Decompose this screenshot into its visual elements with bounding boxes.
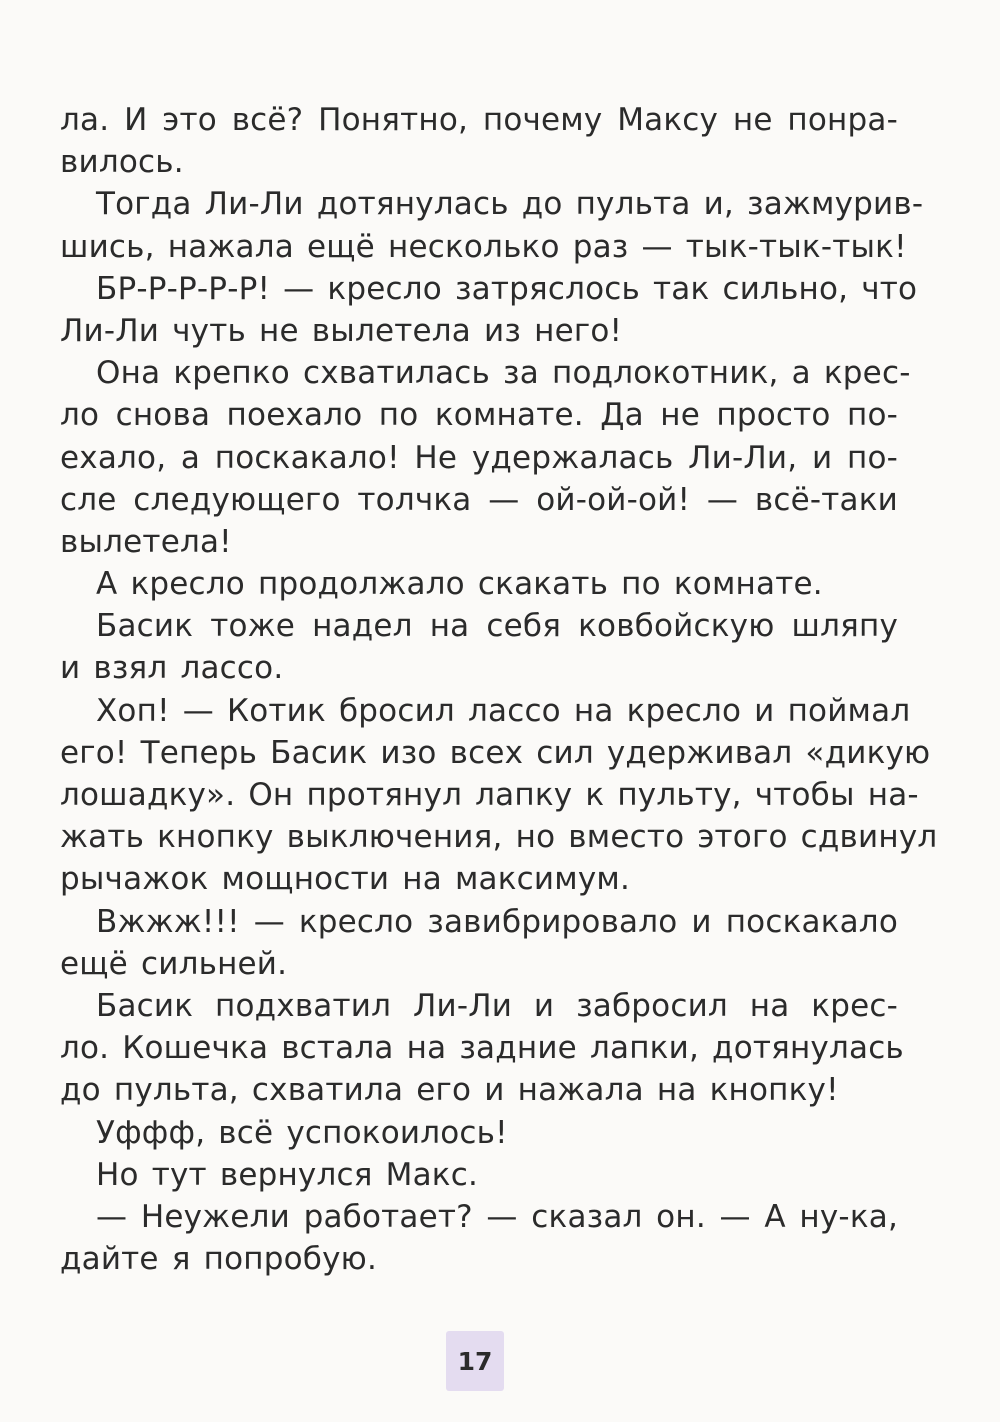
text-line: Вжжж!!! — кресло завибрировало и поскакало	[96, 903, 898, 940]
text-line: сле следующего толчка — ой-ой-ой! — всё-таки	[60, 481, 898, 518]
text-line: его! Теперь Басик изо всех сил удерживал «дикую	[60, 734, 931, 771]
text-line: БР-Р-Р-Р-Р! — кресло затряслось так сильно, что	[96, 270, 918, 307]
text-line: — Неужели работает? — сказал он. — А ну-ка,	[96, 1198, 898, 1235]
text-line: вилось.	[60, 144, 184, 181]
text-line: Но тут вернулся Макс.	[96, 1156, 479, 1193]
text-line: жать кнопку выключения, но вместо этого сдвинул	[60, 819, 938, 856]
text-line: Тогда Ли-Ли дотянулась до пульта и, зажмурив-	[96, 186, 924, 223]
text-line: ещё сильней.	[60, 945, 288, 982]
text-line: Басик тоже надел на себя ковбойскую шляпу	[96, 608, 898, 645]
text-line: ла. И это всё? Понятно, почему Максу не понра-	[60, 102, 898, 138]
text-line: ло. Кошечка встала на задние лапки, дотянулась	[60, 1030, 904, 1067]
text-line: Она крепко схватилась за подлокотник, а крес-	[96, 355, 911, 392]
text-line: Ли-Ли чуть не вылетела из него!	[60, 312, 623, 349]
text-line: шись, нажала ещё несколько раз — тык-тык-тык!	[60, 228, 907, 265]
text-line: ехало, а поскакало! Не удержалась Ли-Ли, и по-	[60, 439, 898, 476]
text-line: Басик подхватил Ли-Ли и забросил на крес-	[96, 987, 898, 1024]
text-line: Хоп! — Котик бросил лассо на кресло и поймал	[96, 692, 911, 729]
text-line: и взял лассо.	[60, 650, 284, 687]
text-line: вылетела!	[60, 523, 232, 560]
text-line: А кресло продолжало скакать по комнате.	[96, 566, 823, 603]
text-line: до пульта, схватила его и нажала на кнопку!	[60, 1072, 839, 1109]
page-number: 17	[446, 1331, 504, 1391]
text-line: дайте я попробую.	[60, 1241, 378, 1278]
text-line: рычажок мощности на максимум.	[60, 861, 631, 898]
text-line: Уффф, всё успокоилось!	[96, 1114, 508, 1151]
text-line: ло снова поехало по комнате. Да не просто по-	[60, 397, 898, 434]
text-line: лошадку». Он протянул лапку к пульту, чтобы на-	[60, 777, 919, 813]
story-text	[60, 99, 938, 1280]
